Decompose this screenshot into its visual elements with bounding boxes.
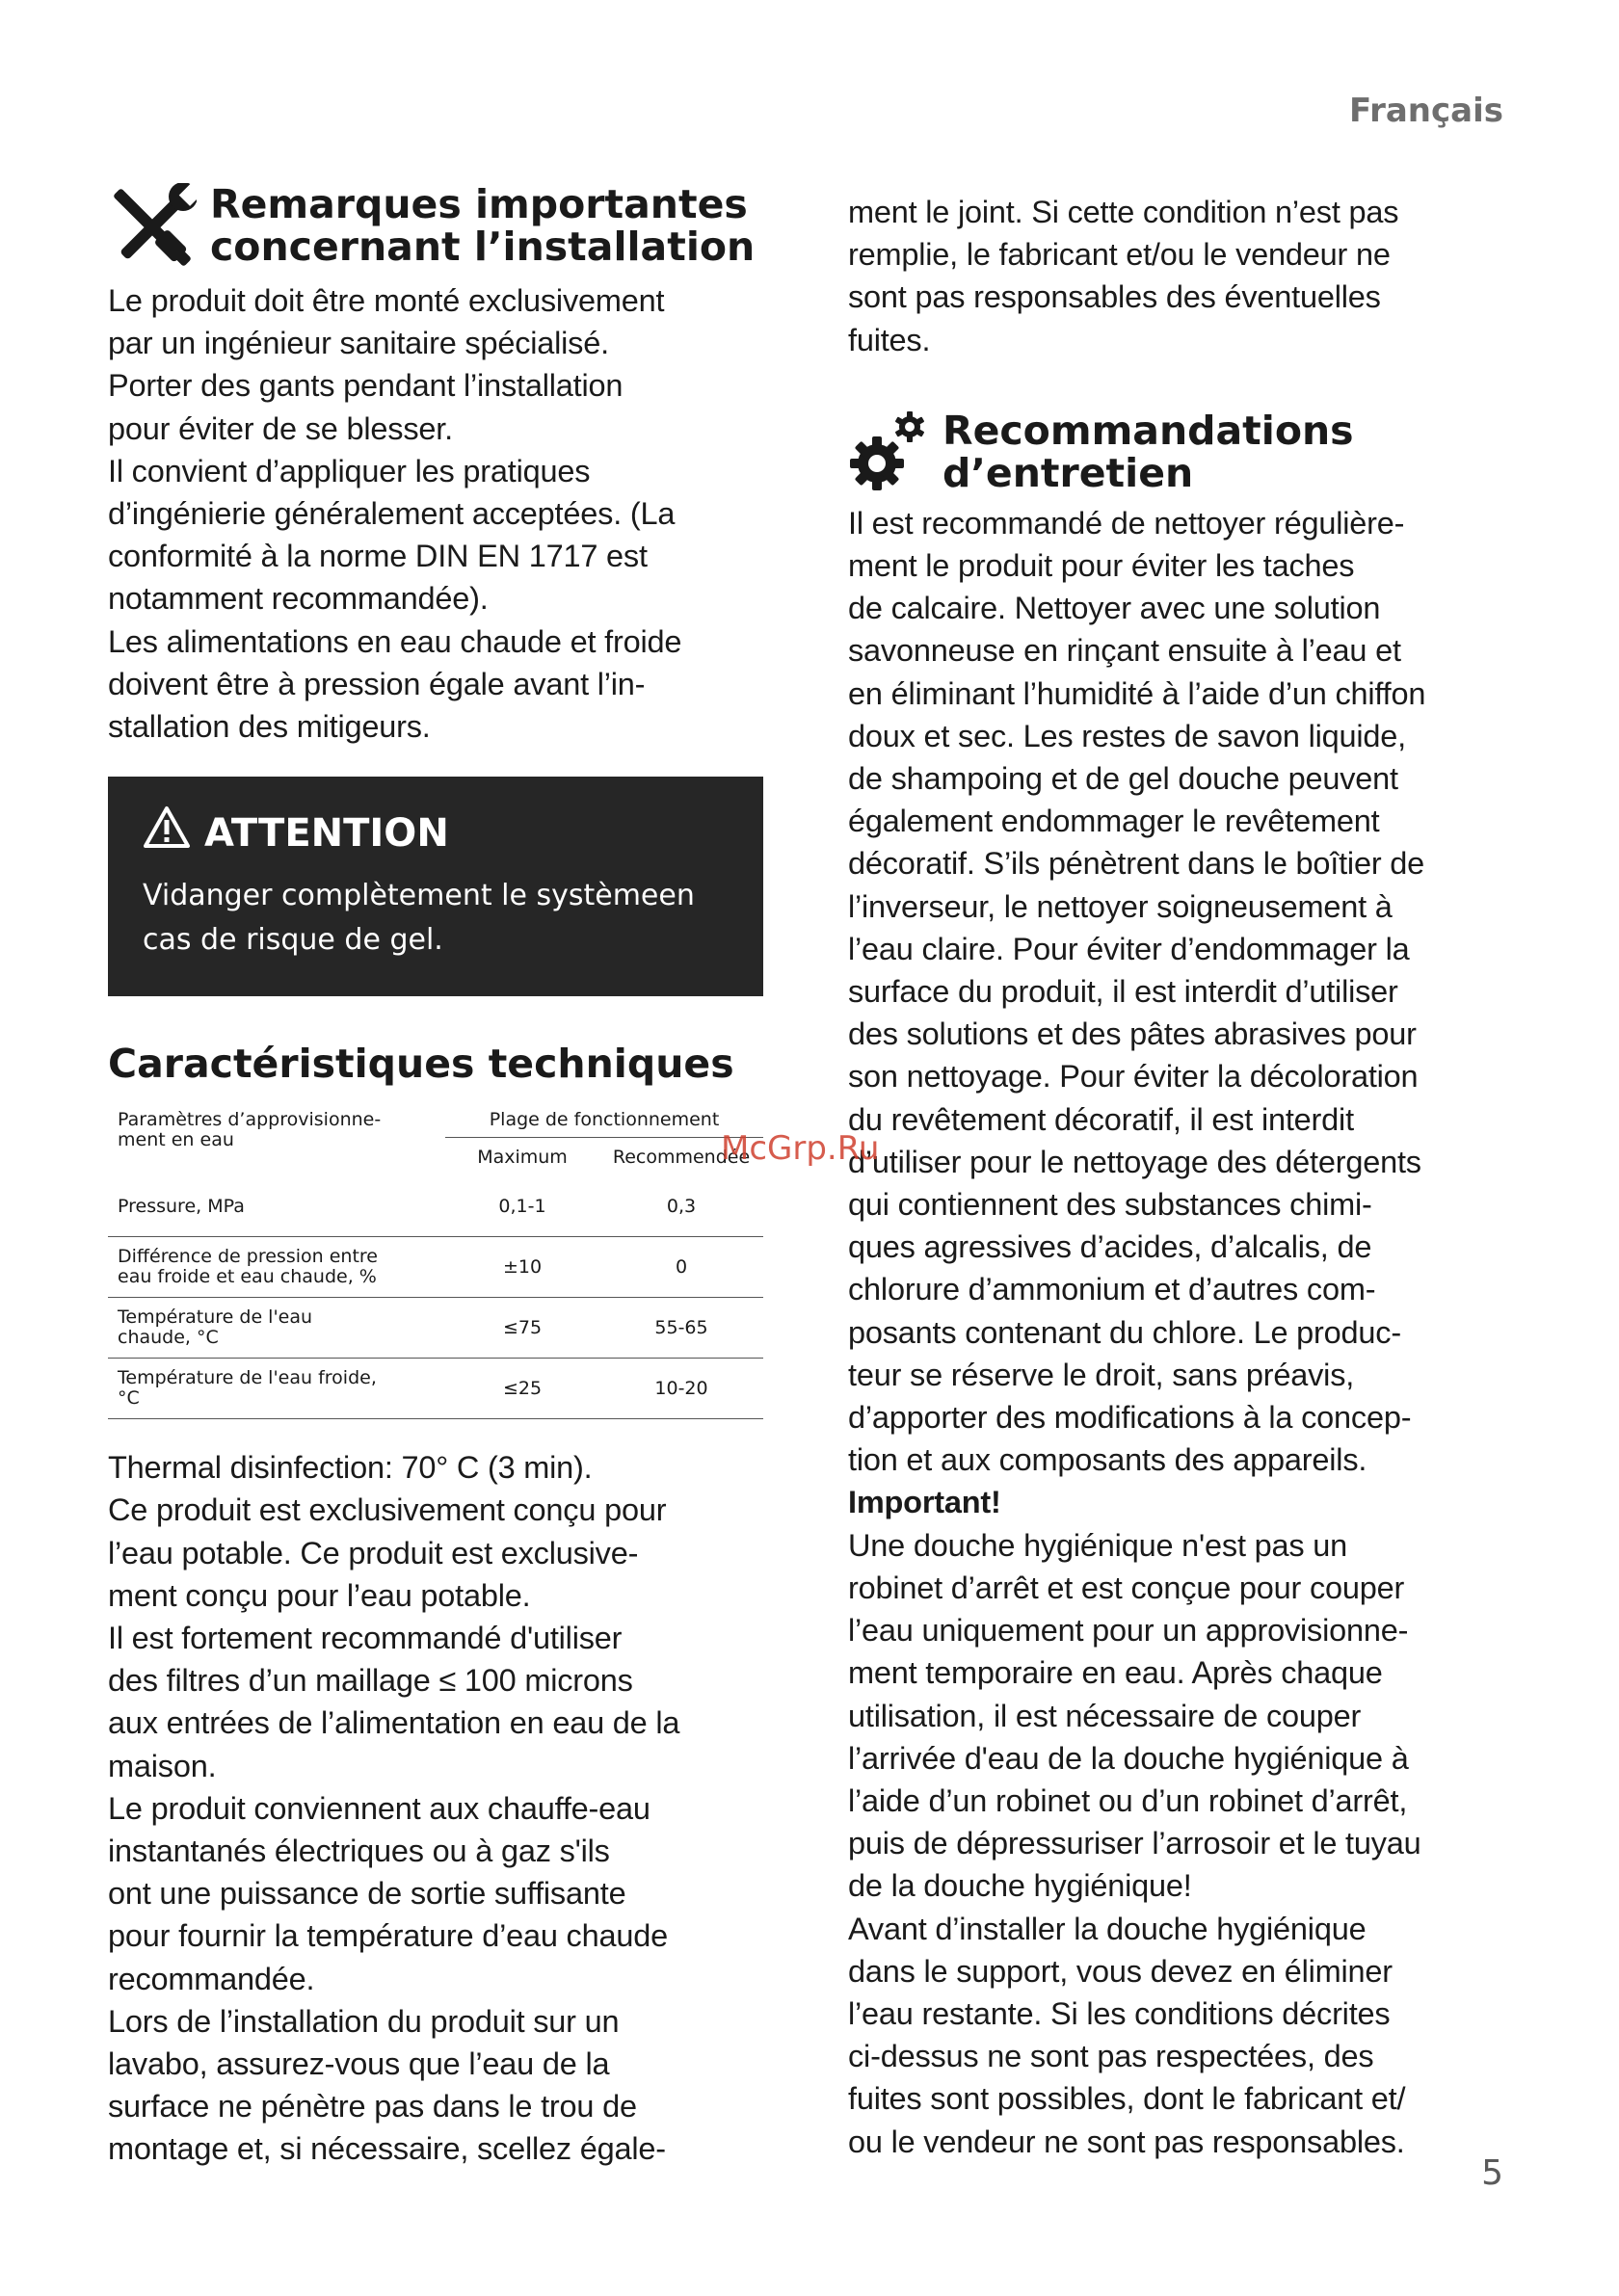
spec-param-cell: Température de l'eau froide, °C [108,1359,445,1419]
maintenance-line: posants contenant du chlore. Le produc- [848,1314,1401,1350]
continuation-line: fuites. [848,322,931,357]
tech-line: Lors de l’installation du produit sur un [108,2003,620,2039]
language-label: Français [1349,92,1503,130]
wrench-screwdriver-icon [108,183,197,279]
continuation-line: sont pas responsables des éventuelles [848,279,1381,315]
spec-col-rec: Recommendée [612,1147,751,1169]
maintenance-line: en éliminant l’humidité à l’aide d’un chiffon [848,675,1426,711]
important-line: Une douche hygiénique n'est pas un [848,1527,1347,1563]
maintenance-line: des solutions et des pâtes abrasives pour [848,1016,1417,1052]
maintenance-line: savonneuse en rinçant ensuite à l’eau et [848,633,1401,669]
tech-line: maison. [108,1748,217,1783]
maintenance-line: du revêtement décoratif, il est interdit [848,1101,1354,1137]
maintenance-line: décoratif. S’ils pénètrent dans le boîtier de [848,846,1425,882]
important-line: utilisation, il est nécessaire de couper [848,1698,1362,1733]
maintenance-line: également endommager le revêtement [848,804,1380,839]
tech-line: surface ne pénètre pas dans le trou de [108,2089,637,2124]
spec-param-cell: Pressure, MPa [108,1176,445,1237]
installation-title: Remarques importantes concernant l’installation [210,181,756,270]
gears-icon [848,409,929,502]
maintenance-line: d’utiliser pour le nettoyage des détergents [848,1144,1421,1179]
maintenance-heading [848,409,1523,502]
installation-line: Les alimentations en eau chaude et froide [108,623,682,659]
maintenance-text [848,502,1523,1482]
important-line: robinet d’arrêt et est conçue pour couper [848,1570,1405,1605]
spec-row [108,1359,763,1419]
spec-max-cell: ≤25 [445,1359,599,1419]
maintenance-line: ques agressives d’acides, d’alcalis, de [848,1229,1372,1265]
spec-max-cell: ±10 [445,1237,599,1298]
maintenance-line: de calcaire. Nettoyer avec une solution [848,591,1381,626]
spec-param-header: Paramètres d’approvisionne- ment en eau [118,1109,382,1151]
tech-line: instantanés électriques ou à gaz s'ils [108,1834,610,1869]
watermark: McGrp.Ru [721,1129,880,1168]
installation-text [108,279,773,748]
maintenance-line: d’apporter des modifications à la concep- [848,1400,1412,1436]
tech-line: montage et, si nécessaire, scellez égale- [108,2131,666,2167]
tech-line: ont une puissance de sortie suffisante [108,1876,626,1912]
installation-line: notamment recommandée). [108,581,489,617]
tech-line: aux entrées de l’alimentation en eau de la [108,1705,680,1741]
attention-line: Vidanger complètement le système [143,879,659,913]
spec-param-cell: Température de l'eau chaude, °C [108,1298,445,1359]
attention-box [108,777,763,996]
tech-line: Thermal disinfection: 70° C (3 min). [108,1450,593,1486]
spec-rec-cell: 10-20 [599,1359,763,1419]
tech-line: lavabo, assurez-vous que l’eau de la [108,2046,610,2082]
tech-line: recommandée. [108,1961,315,1996]
spec-rec-cell: 0,3 [599,1176,763,1237]
important-text [848,1524,1523,2163]
page-number: 5 [1481,2153,1503,2193]
important-line: fuites sont possibles, dont le fabricant et/ [848,2081,1406,2117]
important-line: ment temporaire en eau. Après chaque [848,1655,1383,1691]
installation-line: par un ingénieur sanitaire spécialisé. [108,326,609,361]
important-line: puis de dépressuriser l’arrosoir et le tuyau [848,1826,1421,1861]
spec-row [108,1298,763,1359]
important-line: ou le vendeur ne sont pas responsables. [848,2124,1405,2159]
spec-max-cell: ≤75 [445,1298,599,1359]
maintenance-line: de shampoing et de gel douche peuvent [848,761,1398,797]
right-column [848,191,1523,2163]
attention-text [143,874,729,963]
important-line: l’eau uniquement pour un approvisionne- [848,1613,1409,1649]
spec-max-cell: 0,1-1 [445,1176,599,1237]
continuation-line: ment le joint. Si cette condition n’est pas [848,195,1399,229]
continuation-text [848,191,1523,361]
attention-title: ATTENTION [204,810,449,856]
tech-line: l’eau potable. Ce produit est exclusive- [108,1535,639,1570]
continuation-line: remplie, le fabricant et/ou le vendeur ne [848,237,1391,273]
maintenance-line: l’eau claire. Pour éviter d’endommager la [848,931,1410,966]
maintenance-line: surface du produit, il est interdit d’utiliser [848,974,1398,1010]
maintenance-line: teur se réserve le droit, sans préavis, [848,1357,1355,1392]
maintenance-title: Recommandations d’entretien [942,407,1354,496]
maintenance-line: chlorure d’ammonium et d’autres com- [848,1272,1376,1307]
maintenance-line: Il est recommandé de nettoyer régulière- [848,505,1405,541]
important-line: Avant d’installer la douche hygiénique [848,1911,1367,1946]
tech-title: Caractéristiques techniques [108,1041,734,1088]
maintenance-line: tion et aux composants des appareils. [848,1442,1367,1478]
tech-line: Ce produit est exclusivement conçu pour [108,1492,667,1528]
installation-line: Il convient d’appliquer les pratiques [108,453,591,488]
important-line: l’arrivée d'eau de la douche hygiénique à [848,1740,1409,1776]
tech-line: ment conçu pour l’eau potable. [108,1577,531,1613]
tech-line: pour fournir la température d’eau chaude [108,1918,668,1954]
installation-line: d’ingénierie généralement acceptées. (La [108,496,676,532]
attention-line: en cas de risque de gel. [143,879,695,958]
important-line: dans le support, vous devez en éliminer [848,1953,1393,1989]
tech-line: des filtres d’un maillage ≤ 100 microns [108,1663,633,1699]
maintenance-line: qui contiennent des substances chimi- [848,1187,1372,1223]
installation-line: pour éviter de se blesser. [108,410,453,446]
installation-line: Le produit doit être monté exclusivement [108,283,665,318]
installation-line: stallation des mitigeurs. [108,709,431,745]
installation-heading [108,183,773,279]
left-column [108,183,773,2171]
spec-param-cell: Différence de pression entre eau froide et eau chaude, % [108,1237,445,1298]
spec-col-max: Maximum [477,1147,568,1169]
spec-rec-cell: 0 [599,1237,763,1298]
spec-row [108,1237,763,1298]
important-line: l’aide d’un robinet ou d’un robinet d’arrêt, [848,1782,1408,1818]
important-label: Important! [848,1485,1001,1520]
tech-line: Il est fortement recommandé d'utiliser [108,1621,623,1656]
spec-rec-cell: 55-65 [599,1298,763,1359]
tech-line: Le produit conviennent aux chauffe-eau [108,1790,650,1826]
maintenance-line: l’inverseur, le nettoyer soigneusement à [848,888,1393,924]
warning-triangle-icon [143,805,191,860]
important-line: de la douche hygiénique! [848,1868,1192,1904]
spec-table [108,1102,763,1419]
installation-line: conformité à la norme DIN EN 1717 est [108,539,648,574]
maintenance-line: son nettoyage. Pour éviter la décoloration [848,1059,1419,1095]
maintenance-line: ment le produit pour éviter les taches [848,548,1355,584]
spec-range-header: Plage de fonctionnement [445,1102,763,1138]
maintenance-line: doux et sec. Les restes de savon liquide, [848,718,1406,753]
important-line: l’eau restante. Si les conditions décrites [848,1995,1391,2031]
installation-line: Porter des gants pendant l’installation [108,368,624,404]
spec-row [108,1176,763,1237]
important-line: ci-dessus ne sont pas respectées, des [848,2039,1374,2074]
tech-text [108,1446,773,2170]
installation-line: doivent être à pression égale avant l’in- [108,666,646,701]
